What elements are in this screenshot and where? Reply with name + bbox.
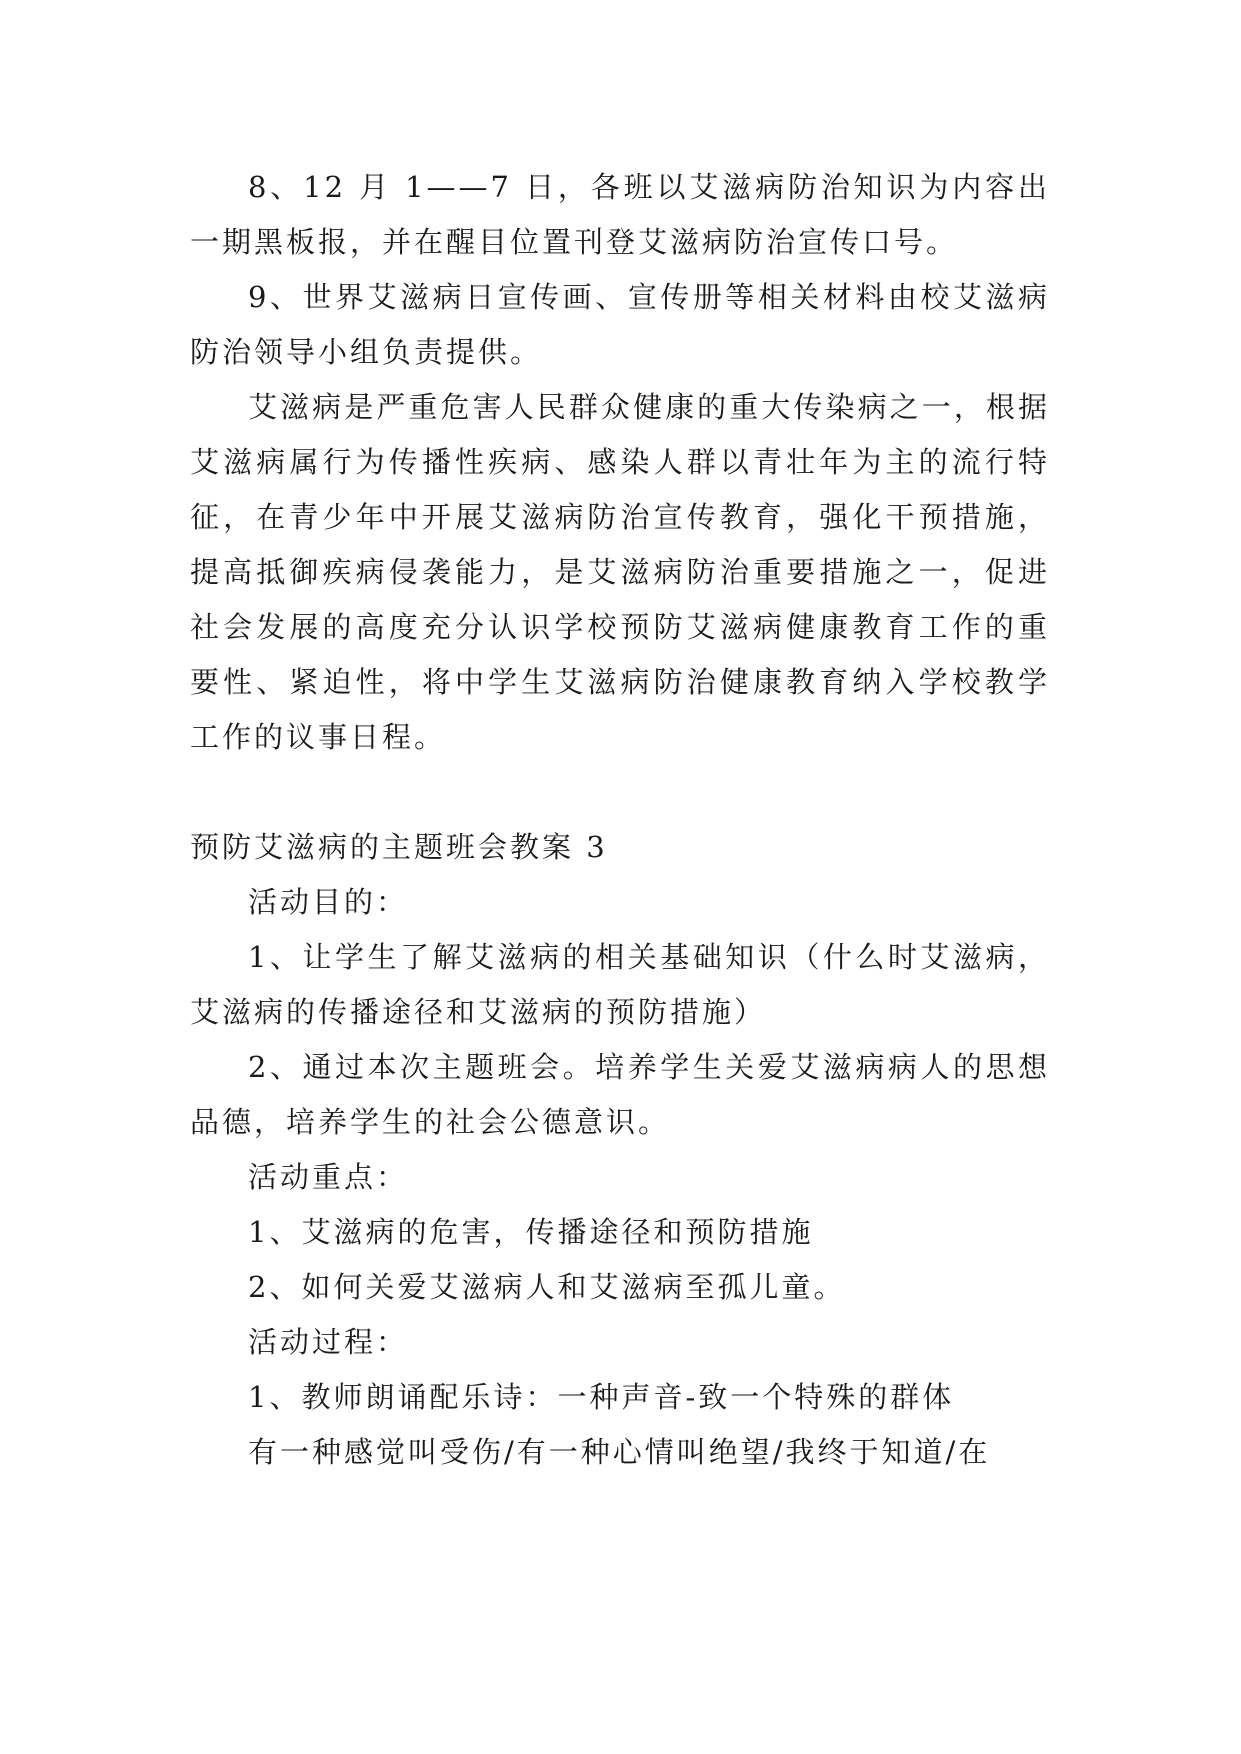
section-heading: 预防艾滋病的主题班会教案 3 xyxy=(190,830,608,864)
paragraph-item-9: 9、世界艾滋病日宣传画、宣传册等相关材料由校艾滋病防治领导小组负责提供。 xyxy=(190,280,1050,369)
activity-goal-2: 2、通过本次主题班会。培养学生关爱艾滋病病人的思想品德，培养学生的社会公德意识。 xyxy=(190,1050,1050,1139)
activity-focus-1: 1、艾滋病的危害，传播途径和预防措施 xyxy=(248,1215,814,1249)
activity-focus-label: 活动重点： xyxy=(248,1160,409,1194)
activity-process-label: 活动过程： xyxy=(248,1325,409,1359)
activity-goal-1: 1、让学生了解艾滋病的相关基础知识（什么时艾滋病，艾滋病的传播途径和艾滋病的预防措施） xyxy=(190,940,1050,1029)
poem-line: 有一种感觉叫受伤/有一种心情叫绝望/我终于知道/在 xyxy=(248,1435,991,1469)
activity-process-1: 1、教师朗诵配乐诗：一种声音-致一个特殊的群体 xyxy=(248,1380,955,1414)
activity-focus-2: 2、如何关爱艾滋病人和艾滋病至孤儿童。 xyxy=(248,1270,846,1304)
paragraph-item-8: 8、12 月 1——7 日，各班以艾滋病防治知识为内容出一期黑板报，并在醒目位置刊登艾滋病防治宣传口号。 xyxy=(190,170,1050,259)
activity-goal-label: 活动目的： xyxy=(248,885,409,919)
paragraph-aids-importance: 艾滋病是严重危害人民群众健康的重大传染病之一，根据艾滋病属行为传播性疾病、感染人群以青壮年为主的流行特征，在青少年中开展艾滋病防治宣传教育，强化干预措施，提高抵御疾病侵袭能力，是艾滋病防治重要措施之一，促进社会发展的高度充分认识学校预防艾滋病健康教育工作的重要性、紧迫性，将中学生艾滋病防治健康教育纳入学校教学工作的议事日程。 xyxy=(190,390,1050,754)
document-body xyxy=(190,160,1050,1480)
